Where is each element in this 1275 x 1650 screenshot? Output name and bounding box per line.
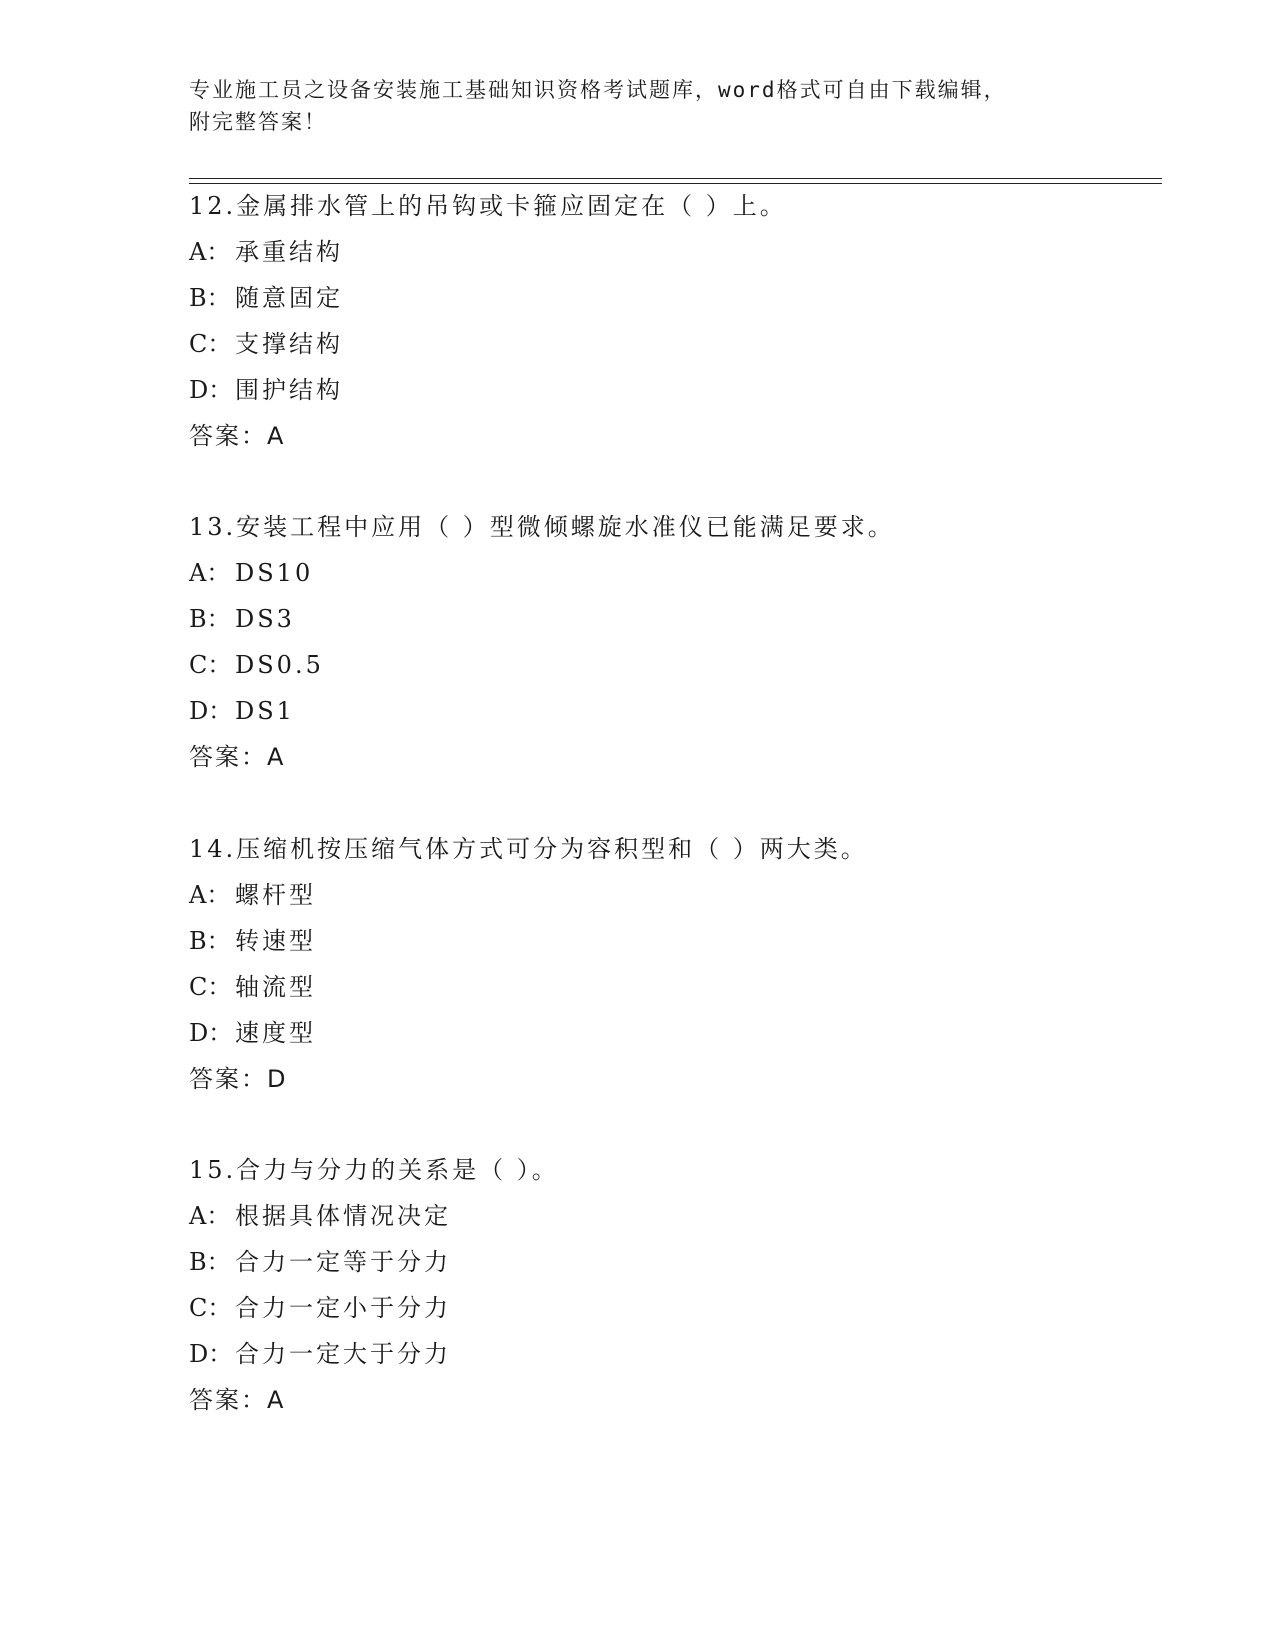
option-label: C：: [189, 651, 232, 679]
option-d: [189, 1010, 1149, 1056]
answer-line: 答案：D: [189, 1065, 288, 1093]
option-text: DS1: [235, 697, 295, 725]
option-text: 转速型: [235, 927, 316, 955]
option-label: B：: [189, 605, 231, 633]
option-label: D：: [189, 376, 233, 404]
option-label: C：: [189, 330, 232, 358]
option-d: [189, 688, 1149, 734]
question-stem: 12.金属排水管上的吊钩或卡箍应固定在（ ）上。: [189, 192, 787, 220]
option-text: 支撑结构: [235, 330, 343, 358]
option-label: D：: [189, 697, 233, 725]
option-label: C：: [189, 1294, 232, 1322]
option-text: 合力一定大于分力: [235, 1340, 451, 1368]
question-12: [189, 183, 1149, 459]
option-text: 速度型: [235, 1019, 316, 1047]
question-stem: 15.合力与分力的关系是（ ）。: [189, 1156, 559, 1184]
option-b: [189, 275, 1149, 321]
option-a: [189, 550, 1149, 596]
option-c: [189, 964, 1149, 1010]
option-label: A：: [189, 238, 231, 266]
option-label: D：: [189, 1019, 233, 1047]
option-c: [189, 642, 1149, 688]
option-text: 合力一定小于分力: [235, 1294, 451, 1322]
header-divider-top: [189, 178, 1162, 179]
document-header: [189, 74, 1089, 138]
question-15: [189, 1147, 1149, 1423]
option-label: D：: [189, 1340, 233, 1368]
option-d: [189, 367, 1149, 413]
option-text: 螺杆型: [235, 881, 316, 909]
header-line-2: 附完整答案！: [189, 110, 327, 134]
option-label: A：: [189, 559, 231, 587]
option-text: 根据具体情况决定: [235, 1202, 451, 1230]
option-label: B：: [189, 1248, 231, 1276]
option-label: A：: [189, 881, 231, 909]
option-text: 随意固定: [235, 284, 343, 312]
option-text: DS10: [235, 559, 314, 587]
header-line-1: 专业施工员之设备安装施工基础知识资格考试题库，word格式可自由下载编辑，: [189, 78, 1007, 102]
option-text: 合力一定等于分力: [235, 1248, 451, 1276]
question-13: [189, 504, 1149, 780]
answer-line: 答案：A: [189, 1386, 286, 1414]
option-text: 围护结构: [235, 376, 343, 404]
option-c: [189, 1285, 1149, 1331]
option-b: [189, 918, 1149, 964]
option-text: 轴流型: [235, 973, 316, 1001]
option-d: [189, 1331, 1149, 1377]
option-a: [189, 229, 1149, 275]
option-label: B：: [189, 284, 231, 312]
option-b: [189, 596, 1149, 642]
question-stem: 14.压缩机按压缩气体方式可分为容积型和（ ）两大类。: [189, 835, 868, 863]
answer-line: 答案：A: [189, 422, 286, 450]
option-text: DS3: [235, 605, 295, 633]
option-text: DS0.5: [235, 651, 324, 679]
answer-line: 答案：A: [189, 743, 286, 771]
option-a: [189, 872, 1149, 918]
question-14: [189, 826, 1149, 1102]
option-c: [189, 321, 1149, 367]
option-label: B：: [189, 927, 231, 955]
question-stem: 13.安装工程中应用（ ）型微倾螺旋水准仪已能满足要求。: [189, 513, 895, 541]
option-a: [189, 1193, 1149, 1239]
option-b: [189, 1239, 1149, 1285]
option-label: C：: [189, 973, 232, 1001]
option-text: 承重结构: [235, 238, 343, 266]
option-label: A：: [189, 1202, 231, 1230]
